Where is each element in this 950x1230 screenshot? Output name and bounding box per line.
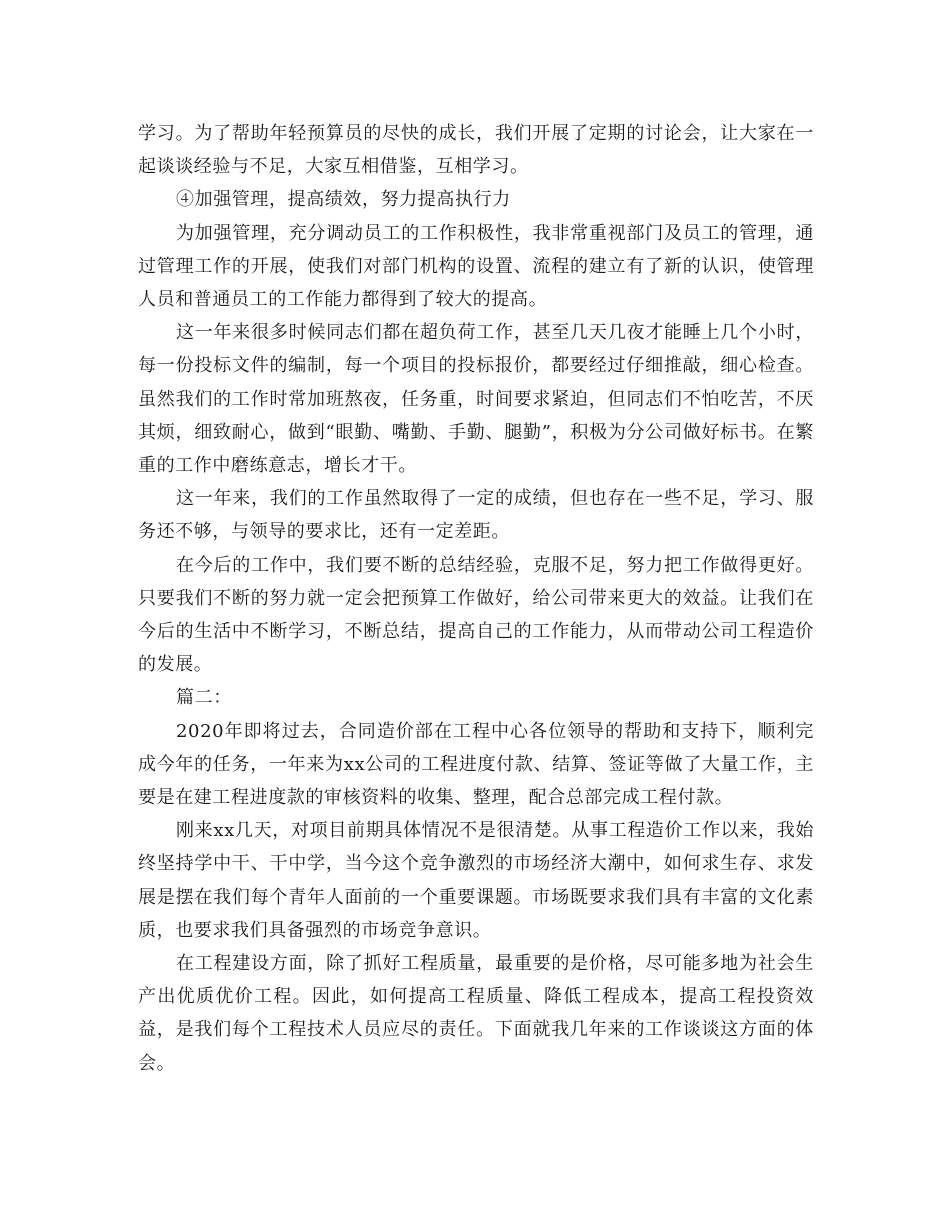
paragraph-continuation: 学习。为了帮助年轻预算员的尽快的成长，我们开展了定期的讨论会，让大家在一起谈谈经验与不足，大家互相借鉴，互相学习。: [138, 123, 814, 178]
section-heading-management: ④加强管理，提高绩效，努力提高执行力: [176, 189, 511, 211]
paragraph-construction: 在工程建设方面，除了抓好工程质量，最重要的是价格，尽可能多地为社会生产出优质优价工程。因此，如何提高工程质量、降低工程成本，提高工程投资效益，是我们每个工程技术人员应尽的责任。下面就我几年来的工作谈谈这方面的体会。: [138, 953, 814, 1074]
paragraph-learning: 刚来xx几天，对项目前期具体情况不是很清楚。从事工程造价工作以来，我始终坚持学中干、干中学，当今这个竞争激烈的市场经济大潮中，如何求生存、求发展是摆在我们每个青年人面前的一个重要课题。市场既要求我们具有丰富的文化素质，也要求我们具备强烈的市场竞争意识。: [138, 820, 814, 941]
paragraph-future: 在今后的工作中，我们要不断的总结经验，克服不足，努力把工作做得更好。只要我们不断的努力就一定会把预算工作做好，给公司带来更大的效益。让我们在今后的生活中不断学习，不断总结，提高自己的工作能力，从而带动公司工程造价的发展。: [138, 554, 814, 676]
part-two-heading: 篇二：: [176, 687, 232, 709]
document-body: [138, 117, 814, 1080]
paragraph-shortcomings: 这一年来，我们的工作虽然取得了一定的成绩，但也存在一些不足，学习、服务还不够，与领导的要求比，还有一定差距。: [138, 488, 814, 543]
paragraph-management: 为加强管理，充分调动员工的工作积极性，我非常重视部门及员工的管理，通过管理工作的开展，使我们对部门机构的设置、流程的建立有了新的认识，使管理人员和普通员工的工作能力都得到了较大的提高。: [138, 222, 814, 311]
paragraph-year-summary: 2020年即将过去，合同造价部在工程中心各位领导的帮助和支持下，顺利完成今年的任务，一年来为xx公司的工程进度付款、结算、签证等做了大量工作，主要是在建工程进度款的审核资料的收集、整理，配合总部完成工程付款。: [138, 720, 814, 809]
paragraph-overtime: 这一年来很多时候同志们都在超负荷工作，甚至几天几夜才能睡上几个小时，每一份投标文件的编制，每一个项目的投标报价，都要经过仔细推敲，细心检查。虽然我们的工作时常加班熬夜，任务重，时间要求紧迫，但同志们不怕吃苦，不厌其烦，细致耐心，做到“眼勤、嘴勤、手勤、腿勤”，积极为分公司做好标书。在繁重的工作中磨练意志，增长才干。: [138, 322, 814, 477]
